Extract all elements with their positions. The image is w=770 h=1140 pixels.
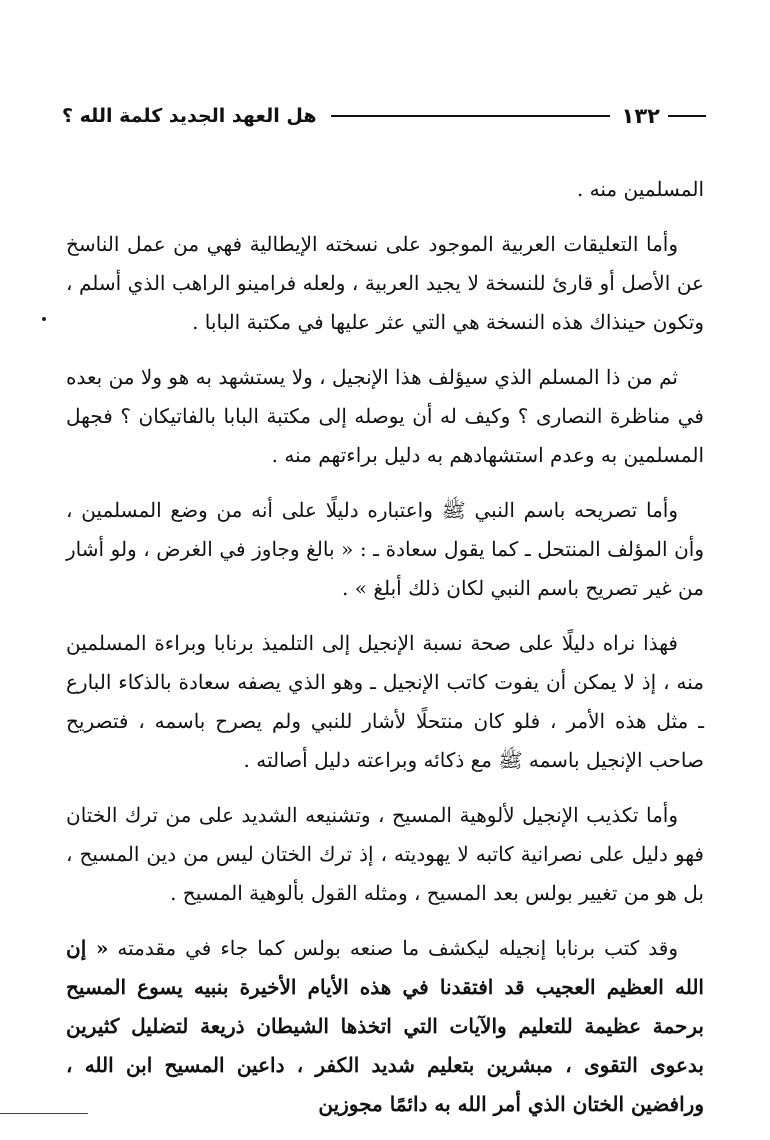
paragraph-authenticity: فهذا نراه دليلًا على صحة نسبة الإنجيل إلى التلميذ برنابا وبراءة المسلمين منه ، إذ لا يمكن أن يفوت كاتب الإنجيل ـ وهو الذي يصفه سعادة بالذكاء البارع ـ مثل هذه الأمر ، فلو كان منتحلًا لأشار للنبي ولم يصرح باسمه ، فتصريح صاحب الإنجيل باسمه ﷺ مع ذكائه وبراعته دليل أصالته .: [66, 631, 704, 772]
margin-dot: [42, 317, 46, 321]
paragraph-barnabas-intro: [66, 929, 704, 1124]
running-title: هل العهد الجديد كلمة الله ؟: [62, 105, 317, 127]
page-number: ١٣٢: [621, 104, 660, 128]
footer-rule: [0, 1113, 88, 1114]
paragraph-continuation: المسلمين منه .: [576, 177, 704, 201]
paragraph-arabic-notes: وأما التعليقات العربية الموجود على نسخته الإيطالية فهي من عمل الناسخ عن الأصل أو قارئ للنسخة لا يجيد العربية ، ولعله فرامينو الراهب الذي أسلم ، وتكون حينذاك هذه النسخة هي التي عثر عليها في مكتبة البابا .: [66, 232, 704, 334]
paragraph-circumcision: وأما تكذيب الإنجيل لألوهية المسيح ، وتشنيعه الشديد على من ترك الختان فهو دليل على نصرانية كاتبه لا يهوديته ، إذ ترك الختان ليس من دين المسيح ، بل هو من تغيير بولس بعد المسيح ، ومثله القول بألوهية المسيح .: [66, 803, 704, 905]
page-header: [62, 96, 706, 136]
body-text: [66, 170, 704, 1140]
intro-text: وقد كتب برنابا إنجيله ليكشف ما صنعه بولس كما جاء في مقدمته: [117, 936, 678, 960]
header-rule: [331, 115, 610, 117]
quoted-preface: « إن الله العظيم العجيب قد افتقدنا في هذه الأيام الأخيرة بنبيه يسوع المسيح برحمة عظيمة للتعليم والآيات التي اتخذها الشيطان ذريعة لتضليل كثيرين بدعوى التقوى ، مبشرين بتعليم شديد الكفر ، داعين المسيح ابن الله ، ورافضين الختان الذي أمر الله به دائمًا مجوزين: [66, 936, 704, 1116]
header-lead-rule: [668, 115, 706, 117]
paragraph-muslim-author: ثم من ذا المسلم الذي سيؤلف هذا الإنجيل ، ولا يستشهد به هو ولا من بعده في مناظرة النصارى ؟ وكيف له أن يوصله إلى مكتبة البابا بالفاتيكان ؟ فجهل المسلمين به وعدم استشهادهم به دليل براءتهم منه .: [66, 365, 704, 467]
paragraph-prophet-name: وأما تصريحه باسم النبي ﷺ واعتباره دليلًا على أنه من وضع المسلمين ، وأن المؤلف المنتحل ـ كما يقول سعادة ـ : « بالغ وجاوز في الغرض ، ولو أشار من غير تصريح باسم النبي لكان ذلك أبلغ » .: [66, 498, 704, 600]
